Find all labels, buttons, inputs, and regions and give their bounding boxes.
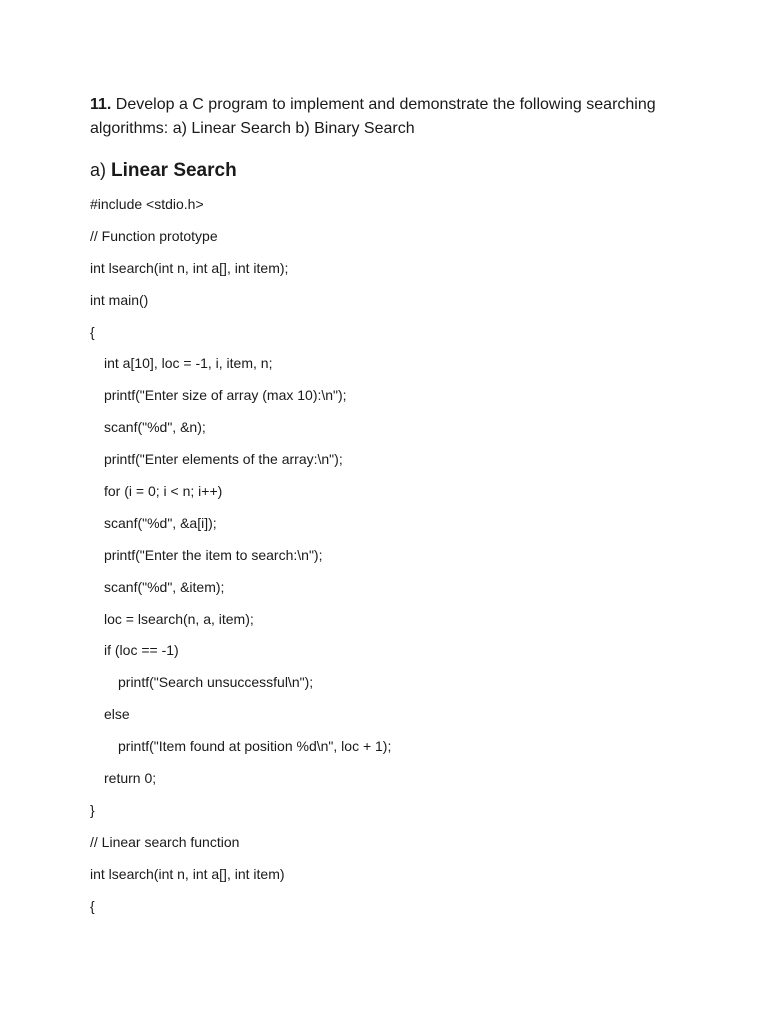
code-line: printf("Enter the item to search:\n");	[104, 546, 323, 563]
section-prefix: a)	[90, 160, 112, 180]
code-line: scanf("%d", &n);	[104, 419, 206, 436]
code-line: return 0;	[104, 770, 157, 787]
code-line: scanf("%d", &item);	[104, 578, 225, 595]
question-statement	[90, 93, 690, 141]
section-heading	[90, 157, 237, 184]
code-line: int lsearch(int n, int a[], int item);	[90, 259, 289, 276]
code-line: {	[90, 323, 95, 340]
code-line: printf("Enter size of array (max 10):\n");	[104, 387, 347, 404]
question-number: 11.	[90, 96, 112, 113]
code-line: // Linear search function	[90, 833, 240, 850]
code-line: {	[90, 897, 95, 914]
code-line: printf("Enter elements of the array:\n");	[104, 451, 343, 468]
code-line: // Function prototype	[90, 227, 218, 244]
code-line: int main()	[90, 291, 149, 308]
code-line: #include <stdio.h>	[90, 196, 204, 212]
code-line: }	[90, 801, 95, 818]
question-text: Develop a C program to implement and demonstrate the following searching algorithms: a) Linear Search b) Binary Search	[90, 96, 656, 137]
code-line: else	[104, 706, 130, 723]
code-line: printf("Search unsuccessful\n");	[118, 674, 314, 691]
code-block	[90, 194, 391, 927]
section-title: Linear Search	[111, 160, 237, 181]
code-line: scanf("%d", &a[i]);	[104, 514, 217, 531]
code-line: int lsearch(int n, int a[], int item)	[90, 865, 285, 882]
code-line: loc = lsearch(n, a, item);	[104, 610, 254, 627]
code-line: for (i = 0; i < n; i++)	[104, 483, 223, 500]
code-line: if (loc == -1)	[104, 642, 179, 659]
code-line: int a[10], loc = -1, i, item, n;	[104, 355, 273, 372]
code-line: printf("Item found at position %d\n", loc + 1);	[118, 738, 392, 755]
